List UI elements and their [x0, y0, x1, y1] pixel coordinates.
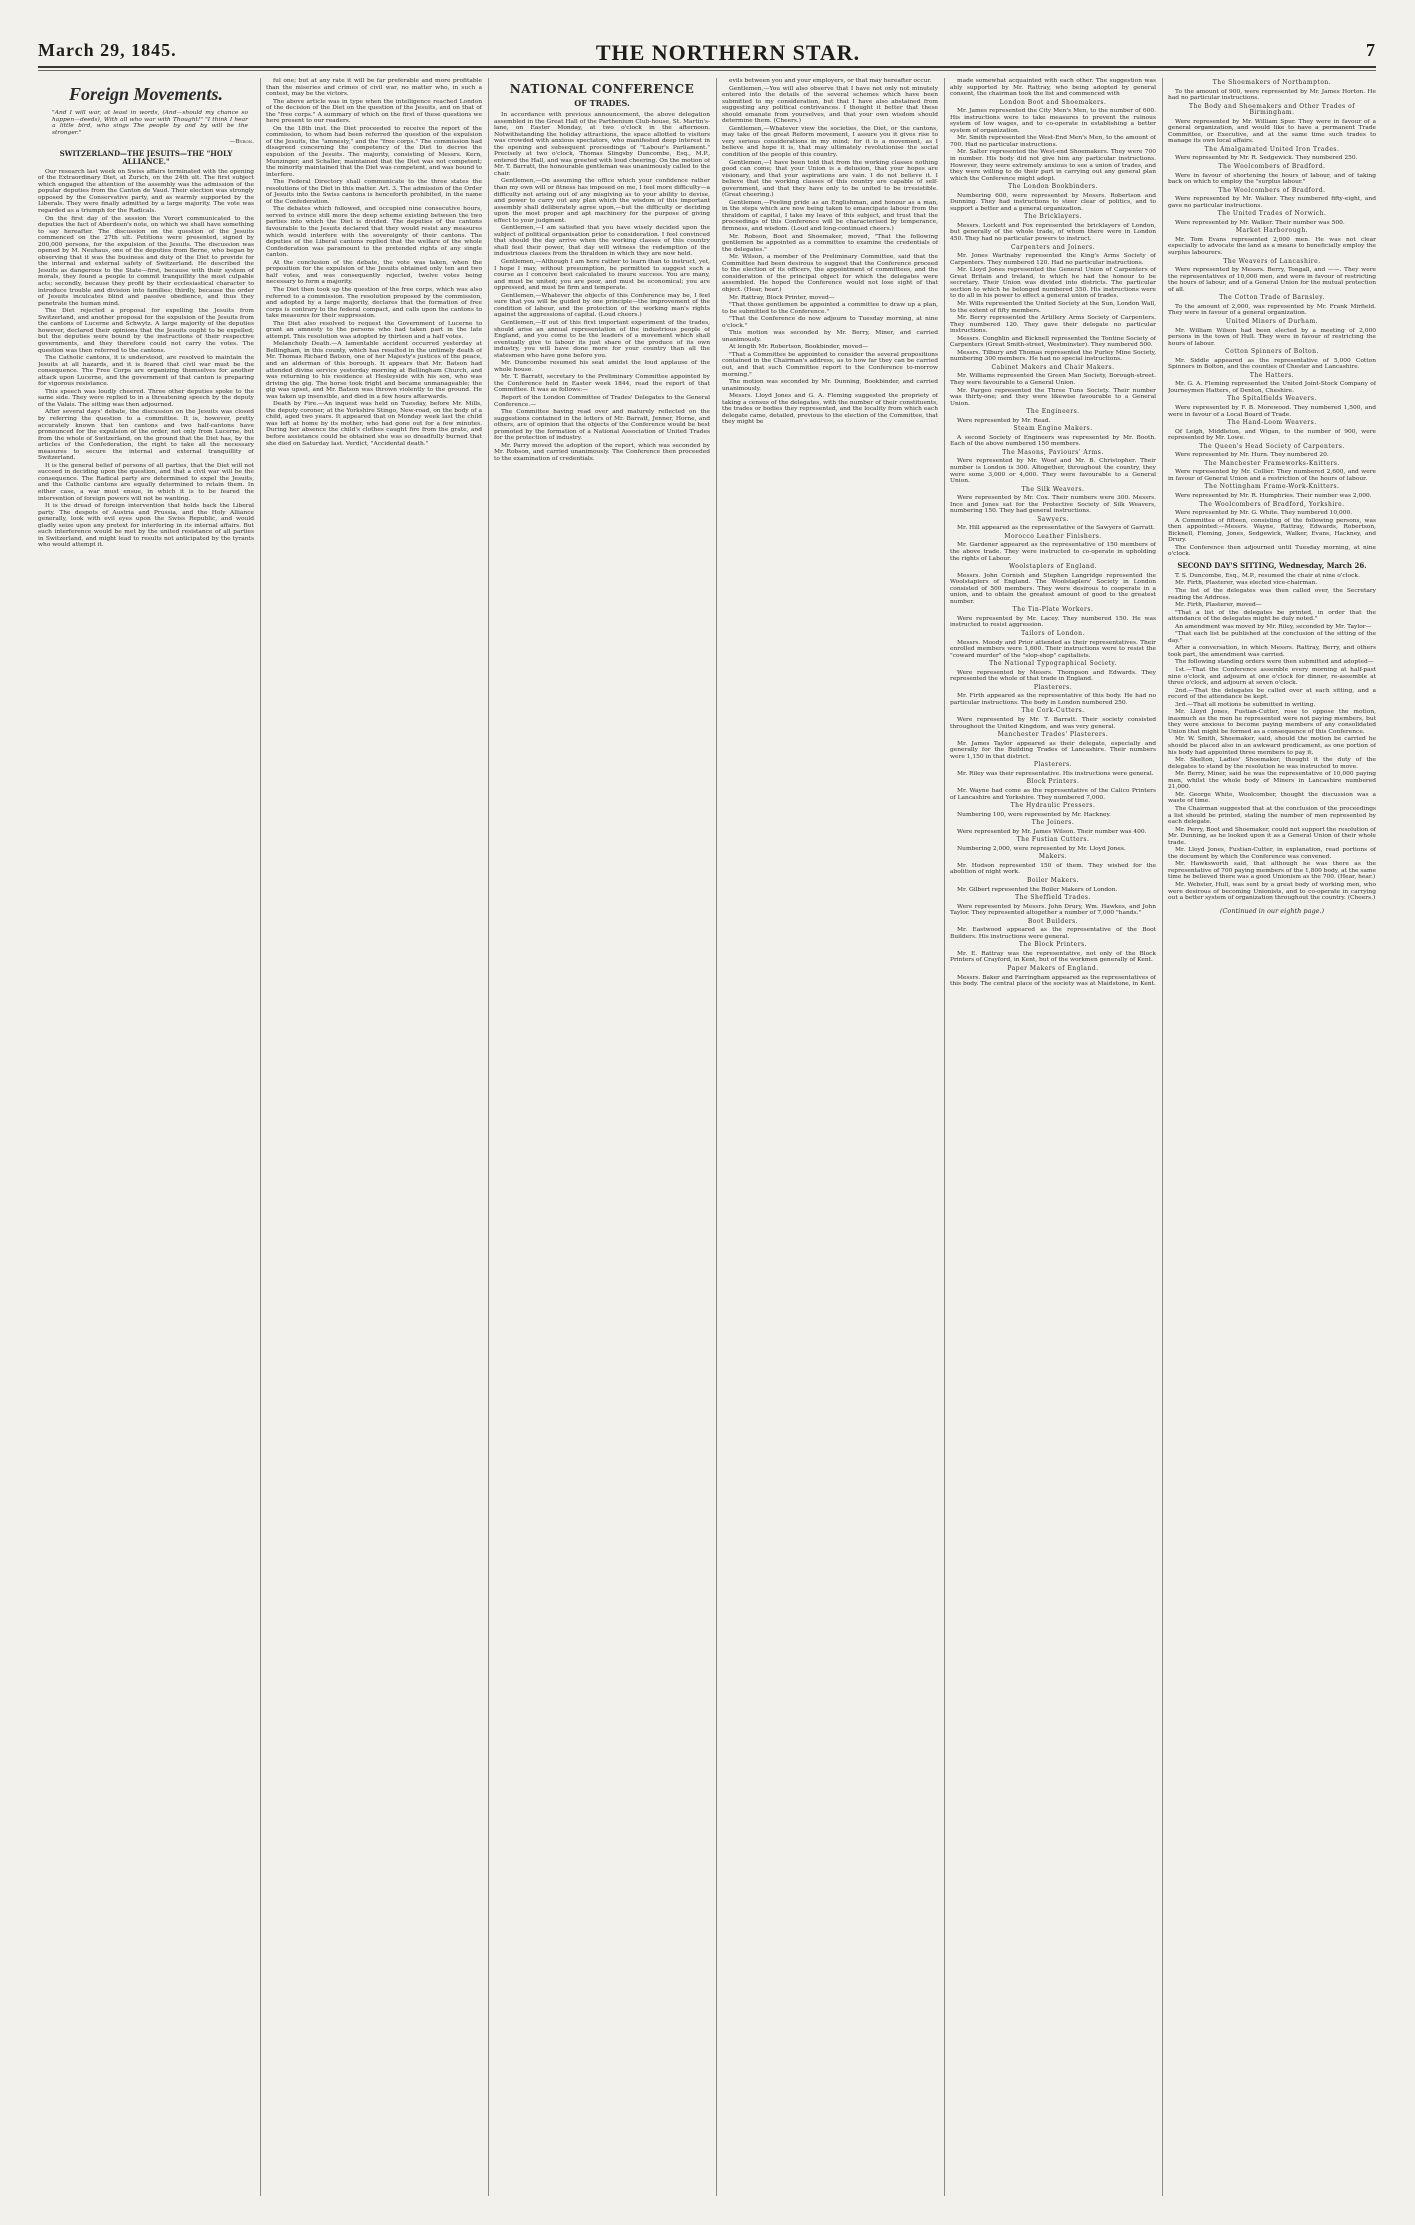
delegate-list [950, 78, 1156, 988]
paragraph: Gentlemen,—On assuming the office which your confidence rather than my own will or fitness has imposed on me, I feel more difficulty—a difficulty not arising out of any misgiving as to your ability to devise, and power to carry out any plan which the wisdom of this important assembly shall deliberately agree upon,—but the difficulty or deciding upon the most proper and apt machinery for the purpose of giving effect to your judgment. [494, 178, 710, 224]
section-subheading: The Hydraulic Pressers. [1010, 802, 1096, 810]
paragraph: Were represented by Mr. Woof and Mr. B. Christopher. Their number is London is 300. Altogether, throughout the country, they were some 3,000 or 4,000. They were favourable to a General Union. [950, 458, 1156, 485]
paragraph: T. S. Duncombe, Esq., M.P., resumed the chair at nine o'clock. [1175, 572, 1360, 579]
section-subheading: Morocco Leather Finishers. [1004, 532, 1102, 540]
paragraph: Mr. Rattray, Block Printer, moved— [729, 294, 835, 301]
column-rule [716, 78, 717, 2196]
article-headline: SWITZERLAND—THE JESUITS—THE "HOLY ALLIANCE." [59, 148, 233, 166]
section-subheading: Plasterers. [1033, 683, 1073, 691]
section-subheading: Paper Makers of England. [1007, 964, 1099, 972]
section-subheading: The Amalgamated United Iron Trades. [1204, 145, 1340, 153]
paragraph: Messrs. Lloyd Jones and G. A. Fleming suggested the propriety of taking a census of the delegates, with the number of their constituents, the trades or bodies they represented, and the locality from which each delegate came, detailed, previous to the election of the Committee, that they might be [722, 393, 938, 426]
paragraph: Mr. T. Barratt, secretary to the Preliminary Committee appointed by the Conference held in Easter week 1844, read the report of that Committee. It was as follows:— [494, 374, 710, 394]
paragraph: Were in favour of shortening the hours of labour, and of taking back on which to employ the "surplus labour." [1168, 172, 1376, 186]
paragraph: Mr. Hodson represented 150 of them. They wished for the abolition of night work. [950, 862, 1156, 876]
section-subheading: Carpenters and Joiners. [1010, 243, 1095, 251]
paragraph: A Committee of fifteen, consisting of the following persons, was then appointed:—Messrs. Wayne, Rattray, Edwards, Robertson, Bicknell, Fleming, Jones, Sedgewick, Walker, Evans, Hackney, and Drury. [1168, 517, 1376, 544]
section-subheading: The Engineers. [1026, 408, 1080, 416]
paragraph: Mr. Hill appeared as the representative of the Sawyers of Garratt. [957, 525, 1155, 532]
paragraph: Messrs. Lockett and Fox represented the bricklayers of London, but generally of the whole trade, of whom there were in London 450. They had no particular powers to instruct. [950, 222, 1156, 243]
article-body [494, 112, 710, 462]
paragraph: Report of the London Committee of Trades' Delegates to the General Conference.— [494, 394, 710, 408]
paragraph: To the amount of 900, were represented by Mr. James Horton. He had no particular instructions. [1168, 88, 1376, 102]
paragraph: The Catholic cantons, it is understood, are resolved to maintain the Jesuits at all hazards, and it is feared that civil war must be the consequence. The Free Corps are organizing themselves for another attack upon Lucerne, and the government of that canton is preparing for vigorous resistance. [38, 355, 254, 388]
paragraph: Mr. Salter represented the West-end Shoemakers. They were 700 in number. His body did not give him any particular instructions. However, they were extremely anxious to see a union of trades, and they were willing to do their part in carrying out any general plan which the Conference might adopt. [950, 149, 1156, 182]
paragraph: evils between you and your employers, or that may hereafter occur. [729, 78, 932, 84]
paragraph: In accordance with previous announcement, the above delegation assembled in the Great Hall of the Parthenium Club-house, St. Martin's-lane, on Easter Monday, at two o'clock in the afternoon. Notwithstanding the holiday attractions, the space allotted to visitors was crowded with anxious spectators, who manifested deep interest in the opening and subsequent proceedings of "Labour's Parliament." Precisely at two o'clock, Thomas Slingsby Duncombe, Esq., M.P., entered the Hall, and was greeted with loud cheering. On the motion of Mr. T. Barratt, the honourable gentleman was unanimously called to the chair. [494, 112, 710, 177]
paragraph: Mr. Smith represented the West-End Men's Men, to the amount of 700. Had no particular instructions. [950, 135, 1156, 148]
paragraph: Mr. Williams represented the Green Man Society, Borough-street. They were favourable to a General Union. [950, 373, 1156, 386]
section-subheading: The Body and Shoemakers and Other Trades of Birmingham. [1189, 102, 1355, 117]
paragraph: This motion was seconded by Mr. Berry, Miner, and carried unanimously. [722, 330, 938, 343]
column-2 [266, 78, 482, 2198]
paragraph: Messrs. Tilbury and Thomas represented the Purley Mine Society, numbering 300 members. He had no special instructions. [950, 349, 1156, 363]
article-body [722, 78, 938, 426]
section-subheading: Tailors of London. [1021, 630, 1085, 638]
paragraph: The Diet then took up the question of the free corps, which was also referred to a commission. The resolution proposed by the commission, and adopted by a large majority, declares that the formation of free corps is contrary to the federal compact, and calls upon the cantons to take measures for their suppression. [266, 286, 482, 320]
paragraph: The Federal Directory shall communicate to the three states the resolutions of the Diet in this matter. Art. 3. The admission of the Order of Jesuits into the Swiss cantons is henceforth prohibited, in the name of the Confederation. [266, 179, 482, 205]
paragraph: Messrs. John Cornish and Stephen Langridge represented the Woolstaplers of England. The Woolstaplers' Society in London consisted of 500 members. They were desirous to cooperate in a union, and to obtain the greatest amount of good to the greatest number. [950, 572, 1156, 605]
section-subheading: London Boot and Shoemakers. [999, 98, 1107, 106]
paragraph: Numbering 2,000, were represented by Mr. Lloyd Jones. [957, 845, 1126, 852]
paragraph: Mr. James represented the City Men's Men, to the number of 600. His instructions were to take measures to prevent the ruinous system of low wages, and to co-operate in establishing a better system of organization. [950, 108, 1156, 134]
paragraph: Were represented by Mr. Walker. They numbered fifty-eight, and gave no particular instructions. [1168, 196, 1376, 209]
paragraph: made somewhat acquainted with each other. The suggestion was ably supported by Mr. Rattray, who being adopted by general consent, the chairman took the list and commenced with [950, 78, 1156, 98]
paragraph: Messrs. Moody and Prior attended as their representatives. Their enrolled members were 1,600. Their instructions were to resist the "coward murder" of the "slop-shop" capitalists. [950, 639, 1156, 659]
section-subheading: Makers. [1038, 853, 1068, 861]
paragraph: Melancholy Death.—A lamentable accident occurred yesterday at Bellingham, in this county, which has resulted in the untimely death of Mr. Thomas Richard Batson, one of her Majesty's justices of the peace, and an alderman of this borough. It appears that Mr. Batson had attended divine service yesterday morning at Bellingham Church, and was returning to his residence at Hesleyside with his son, who was driving the gig. The horse took fright and became unmanageable; the gig was upset, and Mr. Batson was thrown violently to the ground. He was taken up insensible, and died in a few hours afterwards. [266, 341, 482, 400]
paragraph: "That the Conference do now adjourn to Tuesday morning, at nine o'clock." [722, 316, 938, 329]
paragraph: Mr. Lloyd Jones, Fustian-Cutter, rose to oppose the motion, inasmuch as the men he represented were not paying members, but they were anxious to become paying members of any consolidated Union that might be formed as a consequence of this Conference. [1168, 709, 1376, 735]
paragraph: Mr. W. Smith, Shoemaker, said, should the motion be carried he should be placed also in an awkward predicament, as one portion of his body had appointed three members to pay it. [1168, 736, 1376, 756]
section-subheading: The Woolcombers of Bradford, Yorkshire. [1199, 500, 1345, 508]
paragraph: Were represented by Mr. Read. [957, 417, 1051, 424]
paragraph: Were represented by F. B. Morewood. They numbered 1,500, and were in favour of a Local Board of Trade. [1168, 404, 1376, 418]
masthead-date: March 29, 1845. [38, 40, 177, 60]
paragraph: Messrs. Baker and Farringham appeared as the representatives of this body. The central place of the society was at Maidstone, in Kent. [950, 974, 1156, 988]
section-subheading: The Fustian Cutters. [1016, 836, 1090, 844]
section-subheading: Cotton Spinners of Bolton. [1225, 348, 1319, 356]
epigraph: "And I will war, at least in words, (And—should my chance so happen—deeds), With all who war with Thought!" "I think I hear a little bird, who sings The people by and by will be the stronger." [52, 110, 248, 136]
paragraph: Were represented by Mr. R. Humphries. Their number was 2,000. [1175, 492, 1372, 499]
paragraph: Were represented by Mr. Hurn. They numbered 20. [1175, 452, 1329, 459]
paragraph: Gentlemen,—Although I am here rather to learn than to instruct, yet, I hope I may, without presumption, be permitted to suggest such a course as I conceive best calculated to insure success. You are many, and must be united; you are poor, and must be economical; you are oppressed, and must be firm and temperate. [494, 259, 710, 292]
paragraph: Death by Fire.—An inquest was held on Tuesday, before Mr. Mills, the deputy coroner, at the Yorkshire Stingo, New-road, on the body of a child, aged two years. It appeared that on Monday week last the child was left at home by its mother, who had gone out for a few minutes. During her absence the child's clothes caught fire from the grate, and before assistance could be obtained she was so dreadfully burned that she died on Saturday last. Verdict, "Accidental death." [266, 401, 482, 447]
paragraph: To the amount of 2,000, was represented by Mr. Frank Mirfield. They were in favour of a general organization. [1168, 303, 1376, 317]
paragraph: Numbering 600, were represented by Messrs. Robertson and Dunning. They had instructions to steer clear of politics, and to support a better and a general organization. [950, 192, 1156, 212]
paragraph: ful one; but at any rate it will be far preferable and more profitable than the miseries and crimes of civil war, no matter who, in such a contest, may be the victors. [266, 78, 482, 98]
section-subheading: The United Trades of Norwich. [1217, 210, 1327, 218]
paragraph: Were represented by Mr. G. White. They numbered 10,000. [1175, 510, 1353, 517]
paragraph: Mr. Jones Wartnaby represented the King's Arms Society of Carpenters. They numbered 120. Had no particular instructions. [950, 253, 1156, 266]
paragraph: The Chairman suggested that at the conclusion of the proceedings a list should be printed, stating the number of men represented by each delegate. [1168, 805, 1376, 826]
paragraph: Were represented by Mr. Lacey. They numbered 150. He was instructed to resist aggression. [950, 615, 1156, 629]
column-6 [1168, 78, 1376, 2198]
masthead-title: THE NORTHERN STAR. [595, 40, 861, 65]
column-3 [494, 78, 710, 2198]
paragraph: Were represented by Mr. William Spur. They were in favour of a general organization, and would like to have a permanent Trade Committee, or Executive, and at the same time such trades to manage its own local affairs. [1168, 118, 1376, 145]
paragraph: Mr. Berry, Miner, said he was the representative of 10,000 paying men, whilst the whole body of Miners in Lancashire numbered 21,000. [1168, 771, 1376, 791]
section-subheading: Boiler Makers. [1027, 876, 1079, 884]
section-subheading: Market Harborough. [1235, 227, 1309, 235]
section-subheading: The Tin-Plate Workers. [1012, 606, 1094, 614]
paragraph: Were represented by Mr. Cox. Their numbers were 300. Messrs. Ince and Jones sat for the Protective Society of Silk Weavers, numbering 150. They had general instructions. [950, 495, 1156, 515]
paragraph: The Conference then adjourned until Tuesday morning, at nine o'clock. [1168, 544, 1376, 558]
section-subheading: Steam Engine Makers. [1013, 425, 1093, 433]
section-subheading: The Queen's Head Society of Carpenters. [1199, 442, 1345, 450]
section-subheading: The Spitalfields Weavers. [1227, 395, 1317, 403]
section-subheading: The National Typographical Society. [989, 660, 1117, 668]
column-rule [944, 78, 945, 2196]
paragraph: Gentlemen,—Whatever view the societies, the Diet, or the cantons, may take of the great Reform movement, I assure you it gives rise to very serious considerations in my mind; for it is a movement, as I believe and hope it is, that may ultimately revolutionise the social condition of the people of this country. [722, 125, 938, 159]
paragraph: This speech was loudly cheered. Three other deputies spoke to the same side. They were replied to in a threatening speech by the deputy of the Valais. The sitting was then adjourned. [38, 388, 254, 408]
paragraph: "That a list of the delegates be printed, in order that the attendance of the delegates might be duly noted." [1168, 609, 1376, 623]
paragraph: The motion was seconded by Mr. Dunning, Bookbinder, and carried unanimously. [722, 379, 938, 392]
paragraph: The above article was in type when the intelligence reached London of the decision of the Diet on the question of the Jesuits, and on that of the "free corps." A summary of which on the first of these questions we here present to our readers. [266, 98, 482, 125]
paragraph: Were represented by Mr. James Wilson. Their number was 400. [957, 828, 1147, 835]
paragraph: Mr. Gardener appeared as the representative of 150 members of the above trade. They were instructed to co-operate in upholding the rights of Labour. [950, 542, 1156, 562]
conference-title: NATIONAL CONFERENCE [509, 82, 695, 96]
paragraph: The Diet also resolved to request the Government of Lucerne to grant an amnesty to the persons who had taken part in the late attempt. This resolution was adopted by thirteen and a half votes. [266, 320, 482, 340]
paragraph: The debates which followed, and occupied nine consecutive hours, served to evince still more the deep scheme existing between the two parties into which the Diet is divided. The deputies of the cantons favourable to the Jesuits declared that they would resist any measures which would interfere with the sovereignty of their cantons. The deputies of the Liberal cantons replied that the welfare of the whole Confederation was paramount to the pretended rights of any single canton. [266, 206, 482, 259]
paragraph: Mr. George White, Woolcomber, thought the discussion was a waste of time. [1168, 791, 1376, 805]
section-subheading: The Manchester Frameworks-Knitters. [1204, 459, 1340, 467]
paragraph: Gentlemen,—You will also observe that I have not only not minutely entered into the details of the several schemes which have been submitted to my consideration, but that I have also abstained from suggesting any political contrivances. I thought it better that these should emanate from yourselves, and that your own wisdom should determine them. (Cheers.) [722, 85, 938, 125]
paragraph: Were represented by Mr. R. Sedgewick. They numbered 250. [1175, 155, 1358, 162]
paragraph: Mr. Perry, Boot and Shoemaker, could not support the resolution of Mr. Dunning, as he looked upon it as a General Union of their whole trade. [1168, 826, 1376, 846]
section-subheading: Manchester Trades' Plasterers. [997, 731, 1109, 739]
paragraph: Mr. Firth appeared as the representative of this body. He had no particular instructions. The body in London numbered 250. [950, 693, 1156, 706]
article-body [38, 169, 254, 549]
section-title: Foreign Movements. [68, 84, 223, 104]
paragraph: Our research last week on Swiss affairs terminated with the opening of the Extraordinary Diet, at Zurich, on the 24th ult. The first subject which engaged the attention of the assembly was the admission of the popular deputies from the Canton de Vaud. Their election was strongly opposed by the Conservative party, and as warmly supported by the Liberals. They were finally admitted by a large majority. The vote was regarded as a triumph for the Radicals. [38, 168, 254, 215]
paragraph: Mr. Siddle appeared as the representative of 5,000 Cotton Spinners in Bolton, and the counties of Chester and Lancashire. [1168, 357, 1376, 371]
paragraph: Messrs. Conghlin and Bicknell represented the Tontine Society of Carpenters (Great Smith-street, Westminster). They numbered 500. [950, 335, 1156, 349]
paragraph: The Diet rejected a proposal for expelling the Jesuits from Switzerland, and another proposal for the expulsion of the Jesuits from the cantons of Lucerne and Schwytz. A large majority of the deputies however, declared their opinions that the Jesuits ought to be expelled; but the deputies were bound by the instructions of their respective governments, and they therefore could not carry the votes. The question was then referred to the cantons. [38, 308, 254, 354]
continued-note: (Continued in our eighth page.) [1219, 906, 1325, 915]
paragraph: Mr. Duncombe resumed his seat amidst the loud applause of the whole house. [494, 360, 710, 373]
paragraph: The list of the delegates was then called over, the Secretary reading the Address. [1168, 588, 1376, 601]
paragraph: After several days' debate, the discussion on the Jesuits was closed by referring the question to a committee. It is, however, pretty accurately known that ten cantons and two half-cantons have pronounced for the expulsion of the order, not only from Lucerne, but from the whole of Switzerland, on the ground that the Diet has, by the articles of the Confederation, the right to take all the necessary measures to secure the internal and external tranquillity of Switzerland. [38, 409, 254, 462]
paragraph: Mr. G. A. Fleming represented the United Joint-Stock Company of Journeymen Hatters, of Denton, Cheshire. [1168, 381, 1376, 394]
paragraph: Gentlemen,—I am satisfied that you have wisely decided upon the subject of political organisation prior to consideration. I feel convinced that should the day arrive when the working classes of this country shall feel their power, that day will witness the redemption of the industrious classes from the thraldom in which they are now held. [494, 225, 710, 258]
paragraph: Gentlemen,—I have been told that from the working classes nothing good can come; that your Union is a delusion, that your hopes are visionary, and that your aspirations are vain. I do not believe it. I believe that the working classes of this country are capable of self-government, and that they have only to be united to be irresistible. (Great cheering.) [722, 159, 938, 199]
second-day-body [1168, 573, 1376, 902]
paragraph: Mr. Lloyd Jones represented the General Union of Carpenters of Great Britain and Ireland, to which he had the honour to be secretary. Their Union was divided into districts. The particular section to which he belonged numbered 350. His instructions were to do all in his power to effect a general union of trades. [950, 267, 1156, 300]
section-subheading: The Shoemakers of Northampton. [1212, 79, 1332, 86]
paragraph: "That those gentlemen be appointed a committee to draw up a plan, to be submitted to the Conference." [722, 302, 938, 315]
paragraph: At the conclusion of the debate, the vote was taken, when the proposition for the expulsion of the Jesuits obtained only ten and two half votes, and was consequently rejected, twelve votes being necessary to form a majority. [266, 259, 482, 286]
column-rule [488, 78, 489, 2196]
paragraph: The Committee having read over and maturely reflected on the suggestions contained in the letters of Mr. Barratt, Jenner, Horne, and others, are of opinion that the objects of the Conference would be best promoted by the formation of a National Association of United Trades for the protection of industry. [494, 409, 710, 442]
paragraph: Were represented by Mr. T. Barratt. Their society consisted throughout the United Kingdom, and was very general. [950, 717, 1156, 730]
section-subheading: Plasterers. [1033, 761, 1073, 769]
paragraph: Mr. Wills represented the United Society at the Sun, London Wall, to the extent of fifty members. [950, 300, 1156, 314]
paragraph: 1st.—That the Conference assemble every morning at half-past nine o'clock, and adjourn at one o'clock for dinner, re-assemble at three o'clock, and adjourn at seven o'clock. [1168, 667, 1376, 687]
paragraph: Mr. Webster, Hull, was sent by a great body of working men, who were desirous of becoming Unionists, and to co-operate in carrying out a better system of organization throughout the country. (Cheers.) [1168, 881, 1376, 902]
section-subheading: The Hatters. [1249, 371, 1295, 379]
paragraph: Mr. Eastwood appeared as the representative of the Boot Builders. His instructions were general. [950, 927, 1156, 940]
masthead [38, 38, 1376, 68]
paragraph: Gentlemen,—If out of this first important experiment of the trades, should arise an annual representation of the industrious people of England, and you come to be the leaders of a movement which shall eventually give to labour its just share of the produce of its own industry, you will have done more for your country than all the statesmen who have gone before you. [494, 319, 710, 359]
paragraph: Were represented by Messrs. Thompson and Edwards. They represented the whole of that trade in England. [950, 669, 1156, 683]
paragraph: Of Leigh, Middleton, and Wigan, to the number of 900, were represented by Mr. Lowe. [1168, 428, 1376, 442]
paragraph: Mr. Riley was their representative. His instructions were general. [957, 770, 1154, 777]
paragraph: Gentlemen,—Whatever the objects of this Conference may be, I feel sure that you will be guided by one principle—the improvement of the condition of labour, and the protection of the working man's rights against the aggressions of capital. (Loud cheers.) [494, 292, 710, 319]
paragraph: After a conversation, in which Messrs. Rattray, Berry, and others took part, the amendment was carried. [1168, 645, 1376, 658]
section-subheading: The Joiners. [1031, 819, 1075, 827]
section-subheading: The Woolcombers of Bradford. [1218, 186, 1326, 194]
column-5 [950, 78, 1156, 2198]
paragraph: Mr. Pargeo represented the Three Tuns Society. Their number was thirty-one; and they were likewise favourable to a General Union. [950, 387, 1156, 407]
paragraph: Mr. Wilson, a member of the Preliminary Committee, said that the Committee had been desirous to suggest that the Conference proceed to the election of its officers, the appointment of committees, and the consideration of the principal object for which the delegates were assembled. He hoped the Conference would not lose sight of that object. (Hear, hear.) [722, 254, 938, 293]
paragraph: At length Mr. Robertson, Bookbinder, moved— [729, 344, 869, 351]
section-subheading: The Woolcombers of Bradford. [1218, 163, 1326, 171]
paragraph: Mr. Hawksworth said, that although he was there as the representative of 700 paying members of the 1,800 body, at the same time he believed there was a good Unionism as the 700. (Hear, hear.) [1168, 861, 1376, 881]
section-subheading: The Sheffield Trades. [1015, 894, 1091, 902]
second-day-heading: SECOND DAY'S SITTING, Wednesday, March 26. [1177, 560, 1367, 570]
paragraph: Mr. James Taylor appeared as their delegate, especially and generally for the Building Trades of Lancashire. Their numbers were 1,150 in that district. [950, 740, 1156, 760]
column-4 [722, 78, 938, 2198]
paragraph: It is the general belief of persons of all parties, that the Diet will not succeed in deciding upon the question, and that a civil war will be the consequence. The Radical party are determined to expel the Jesuits, and the Catholic cantons are equally determined to retain them. In either case, a war must ensue, in which it is to be feared the intervention of foreign powers will not be wanting. [38, 462, 254, 502]
paragraph: Mr. E. Rattray was the representative, not only of the Block Printers of Crayford, in Kent, but of the workmen generally of Kent. [950, 950, 1156, 964]
section-subheading: The London Bookbinders. [1008, 183, 1098, 191]
paragraph: Mr. Tom Evans represented 2,000 men. He was not clear especially to advocate the land as a means to beneficially employ the surplus labourers. [1168, 236, 1376, 257]
paragraph: Mr. Skelton, Ladies' Shoemaker, thought it the duty of the delegates to stand by the resolution he was instructed to move. [1168, 757, 1376, 770]
paragraph: Gentlemen,—Feeling pride as an Englishman, and honour as a man, in the steps which are now being taken to emancipate labour from the thraldom of capital, I take my leave of this subject, and trust that the proceedings of this Conference will be characterised by temperance, firmness, and wisdom. (Loud and long-continued cheers.) [722, 199, 938, 233]
masthead-rule [38, 70, 1376, 71]
paragraph: Were represented by Messrs. John Drury, Wm. Hawkes, and John Taylor. They represented altogether a number of 7,000 "hands." [950, 903, 1156, 917]
paragraph: The following standing orders were then submitted and adopted— [1175, 659, 1374, 666]
section-subheading: The Block Printers. [1018, 941, 1088, 949]
paragraph: Mr. Berry represented the Artillery Arms Society of Carpenters. They numbered 120. They gave their delegate no particular instructions. [950, 315, 1156, 335]
paragraph: Mr. Firth, Plasterer, was elected vice-chairman. [1175, 580, 1318, 587]
epigraph-author: —Byron. [229, 139, 254, 146]
paragraph: Mr. Lloyd Jones, Fustian-Cutter, in explanation, read portions of the document by which the Conference was convened. [1168, 847, 1376, 860]
section-subheading: The Cork-Cutters. [1021, 707, 1085, 715]
paragraph: Mr. Wayne had come as the representative of the Calico Printers of Lancashire and Yorkshire. They numbered 7,000. [950, 787, 1156, 801]
column-1 [38, 78, 254, 2198]
column-rule [260, 78, 261, 2196]
paragraph: A second Society of Engineers was represented by Mr. Booth. Each of the above numbered 150 members. [950, 434, 1156, 448]
paragraph: An amendment was moved by Mr. Riley, seconded by Mr. Taylor— [1175, 623, 1372, 630]
article-body [266, 78, 482, 447]
section-subheading: Cabinet Makers and Chair Makers. [991, 363, 1115, 371]
section-subheading: United Miners of Durham. [1225, 317, 1319, 325]
paragraph: Mr. Parry moved the adoption of the report, which was seconded by Mr. Robson, and carried unanimously. The Conference then proceeded to the examination of credentials. [494, 442, 710, 462]
paragraph: Were represented by Mr. Walker. Their number was 500. [1175, 219, 1345, 226]
paragraph: Mr. William Wilson had been elected by a meeting of 2,000 persons in the town of Hull. They were in favour of restricting the hours of labour. [1168, 327, 1376, 347]
section-subheading: Block Printers. [1026, 778, 1080, 786]
paragraph: Were represented by Mr. Collier. They numbered 2,600, and were in favour of General Union and a restriction of the hours of labour. [1168, 469, 1376, 482]
section-subheading: The Silk Weavers. [1021, 485, 1085, 493]
section-subheading: Sawyers. [1037, 515, 1069, 523]
section-subheading: The Masons, Paviours' Arms. [1002, 448, 1104, 456]
section-subheading: The Nottingham Frame-Work-Knitters. [1204, 483, 1340, 491]
paragraph: Mr. Gilbert represented the Boiler Makers of London. [957, 886, 1118, 893]
paragraph: Numbering 100, were represented by Mr. Hackney. [957, 811, 1111, 818]
paragraph: 2nd.—That the delegates be called over at each sitting, and a record of the attendance be kept. [1168, 687, 1376, 701]
section-subheading: Woolstaplers of England. [1008, 563, 1098, 571]
section-subheading: The Hand-Loom Weavers. [1227, 419, 1317, 427]
paragraph: "That each list be published at the conclusion of the sitting of the day." [1168, 631, 1376, 644]
delegate-list [1168, 80, 1376, 558]
section-subheading: The Weavers of Lancashire. [1223, 257, 1321, 265]
paragraph: On the 18th inst. the Diet proceeded to receive the report of the commission, to whom had been referred the question of the expulsion of the Jesuits, the "amnesty," and the "free corps." The commission had disagreed concerning the competency of the Diet to decree the expulsion of the Jesuits. The majority, consisting of Messrs. Kern, Munzinger, and Schaller, maintained that the Diet was not competent; the minority maintained that the Diet was competent, and was bound to interfere. [266, 125, 482, 178]
paragraph: Mr. Robson, Boot and Shoemaker, moved, "That the following gentlemen be appointed as a committee to examine the credentials of the delegates." [722, 233, 938, 253]
paragraph: 3rd.—That all motions be submitted in writing. [1175, 701, 1316, 708]
conference-subtitle: OF TRADES. [574, 98, 630, 108]
section-subheading: The Cotton Trade of Barnsley. [1219, 294, 1325, 302]
column-rule [1162, 78, 1163, 2196]
paragraph: "That a Committee be appointed to consider the several propositions contained in the Chairman's address, as to how far they can be carried out, and that such Committee report to the Conference to-morrow morning." [722, 351, 938, 378]
masthead-page-number: 7 [1366, 40, 1376, 60]
section-subheading: The Bricklayers. [1024, 213, 1082, 221]
paragraph: Mr. Firth, Plasterer, moved— [1175, 602, 1262, 609]
paragraph: It is the dread of foreign intervention that holds back the Liberal party. The despots of Austria and Prussia, and the Holy Alliance generally, look with evil eyes upon the Swiss Republic, and would gladly seize upon any pretext for interfering in its internal affairs. But such interference would be met by the united resistance of all parties in Switzerland, and might lead to results not anticipated by the tyrants who would attempt it. [38, 503, 254, 549]
section-subheading: Boot Builders. [1027, 917, 1079, 925]
paragraph: On the first day of the session the Vorort communicated to the deputies the fact of Aberdeen's note, on which we shall have something to say hereafter. The discussion on the question of the Jesuits commenced on the 27th ult. Petitions were presented, signed by 200,000 persons, for the expulsion of the Jesuits. The discussion was opened by M. Neuhaus, one of the deputies from Berne, who began by observing that it was the business and duty of the Diet to provide for the internal and external safety of Switzerland. He described the Jesuits as dangerous to the State—first, because with their system of morals, they found a people to commit tranquillity the most culpable acts; secondly, because they profit by their ecclesiastical character to introduce trouble and division into families; thirdly, because the order of Jesuits inculcates blind and passive obedience, and thus they penetrate the human mind. [38, 215, 254, 307]
paragraph: Were represented by Messrs. Berry, Tongall, and ——. They were the representatives of 10,000 men, and were in favour of restricting the hours of labour, and of a General Union for the mutual protection of all. [1168, 267, 1376, 293]
